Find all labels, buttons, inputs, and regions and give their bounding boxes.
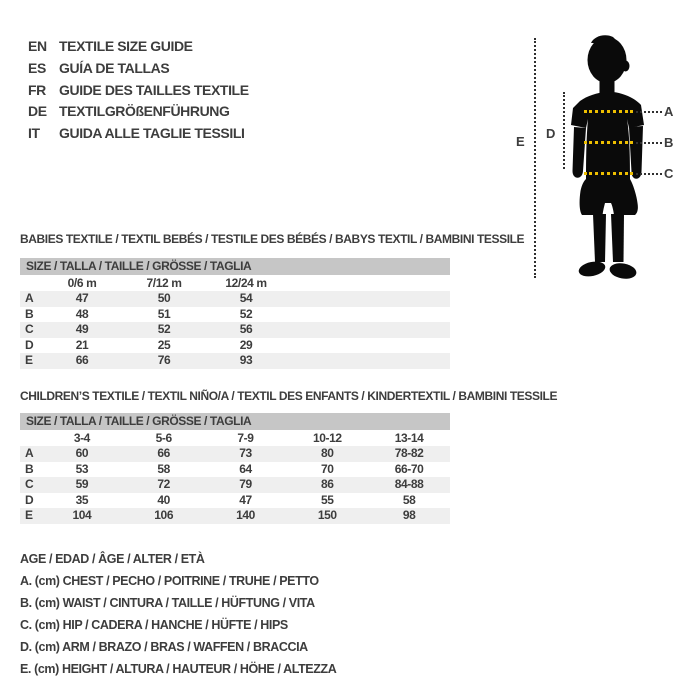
table-cell: 21 (75, 337, 89, 352)
table-cell: 58 (402, 492, 416, 507)
table-cell: 59 (75, 477, 89, 491)
measurement-legend (20, 548, 336, 680)
row-label: D (25, 492, 34, 507)
measure-label-chest: A (664, 104, 674, 119)
children-size-table (20, 430, 450, 524)
table-cell: 70 (321, 461, 334, 476)
chest-leader-line (636, 111, 662, 113)
filler-cell (287, 338, 450, 354)
measure-label-hip: C (664, 166, 674, 181)
lang-row-en (28, 36, 249, 58)
table-row (20, 508, 450, 524)
chest-measure-line (584, 110, 633, 113)
column-header: 5-6 (155, 431, 172, 445)
table-cell: 47 (75, 291, 89, 305)
legend-arm-line: D. (cm) ARM / BRAZO / BRAS / WAFFEN / BRACCIA (20, 640, 308, 654)
lang-title: GUIDA ALLE TAGLIE TESSILI (59, 125, 245, 142)
lang-row-fr (28, 80, 249, 102)
table-row (20, 446, 450, 462)
lang-code: IT (28, 125, 40, 142)
column-header: 0/6 m (67, 276, 97, 290)
row-label: D (25, 337, 34, 352)
waist-measure-line (584, 141, 633, 144)
lang-title: GUIDE DES TAILLES TEXTILE (59, 81, 249, 98)
lang-code: ES (28, 59, 46, 76)
table-row (20, 338, 450, 354)
table-row (20, 322, 450, 338)
lang-title: TEXTILE SIZE GUIDE (59, 38, 193, 54)
table-cell: 49 (75, 322, 89, 336)
table-cell: 76 (157, 353, 171, 367)
legend-height-line: E. (cm) HEIGHT / ALTURA / HAUTEUR / HÖHE / ALTEZZA (20, 662, 337, 676)
children-size-header-bar: SIZE / TALLA / TAILLE / GRÖSSE / TAGLIA (20, 413, 450, 430)
legend-hip-line: C. (cm) HIP / CADERA / HANCHE / HÜFTE / HIPS (20, 618, 288, 632)
table-cell: 53 (75, 461, 89, 476)
filler-cell (287, 322, 450, 338)
row-label: A (25, 446, 34, 460)
table-cell: 29 (239, 337, 253, 352)
column-header: 12/24 m (225, 276, 267, 290)
child-silhouette-image (561, 33, 665, 280)
lang-row-it (28, 123, 249, 145)
table-cell: 25 (157, 337, 171, 352)
lang-row-es (28, 58, 249, 80)
table-cell: 98 (402, 508, 416, 522)
table-cell: 52 (239, 306, 253, 321)
row-label: A (25, 291, 34, 305)
table-cell: 66-70 (394, 461, 424, 476)
table-cell: 80 (321, 446, 334, 460)
measure-label-arm: D (546, 126, 556, 141)
height-measure-line (534, 38, 536, 278)
table-cell: 60 (75, 446, 89, 460)
lang-code: DE (28, 103, 47, 120)
table-cell: 56 (239, 322, 253, 336)
table-row (20, 291, 450, 307)
row-label: E (25, 353, 33, 367)
table-cell: 64 (239, 461, 252, 476)
table-cell: 86 (321, 477, 334, 491)
filler-cell (287, 275, 450, 291)
row-label: C (25, 322, 34, 336)
table-cell: 66 (75, 353, 89, 367)
row-label: B (25, 461, 34, 476)
table-cell: 54 (239, 291, 253, 305)
legend-age-line: AGE / EDAD / ÂGE / ALTER / ETÀ (20, 552, 205, 566)
table-cell: 66 (157, 446, 170, 460)
legend-chest-line: A. (cm) CHEST / PECHO / POITRINE / TRUHE / PETTO (20, 574, 319, 588)
table-cell: 55 (321, 492, 334, 507)
column-header: 13-14 (394, 431, 424, 445)
column-header-row (20, 430, 450, 446)
table-cell: 140 (236, 508, 255, 522)
corner-cell (20, 430, 41, 446)
table-row (20, 462, 450, 478)
filler-cell (287, 307, 450, 323)
children-section-title: CHILDREN’S TEXTILE / TEXTIL NIÑO/A / TEXTIL DES ENFANTS / KINDERTEXTIL / BAMBINI TESSILE (20, 389, 558, 403)
table-cell: 73 (239, 446, 252, 460)
column-header: 10-12 (312, 431, 342, 445)
table-cell: 84-88 (394, 477, 424, 491)
measure-label-waist: B (664, 135, 674, 150)
row-label: C (25, 477, 34, 491)
table-cell: 72 (157, 477, 170, 491)
babies-size-section (20, 258, 450, 369)
column-header: 7/12 m (146, 276, 182, 290)
table-cell: 47 (239, 492, 252, 507)
table-row (20, 493, 450, 509)
table-cell: 79 (239, 477, 252, 491)
column-header: 3-4 (73, 431, 90, 445)
legend-waist-line: B. (cm) WAIST / CINTURA / TAILLE / HÜFTUNG / VITA (20, 596, 315, 610)
filler-cell (287, 291, 450, 307)
table-row (20, 477, 450, 493)
table-cell: 48 (75, 306, 89, 321)
table-cell: 51 (157, 306, 171, 321)
babies-size-header-bar: SIZE / TALLA / TAILLE / GRÖSSE / TAGLIA (20, 258, 450, 275)
column-header: 7-9 (237, 431, 254, 445)
lang-code: FR (28, 81, 46, 98)
table-cell: 106 (154, 508, 174, 522)
table-cell: 150 (317, 508, 337, 522)
waist-leader-line (636, 142, 662, 144)
babies-size-table (20, 275, 450, 369)
measure-label-height: E (516, 134, 525, 149)
corner-cell (20, 275, 41, 291)
table-row (20, 307, 450, 323)
babies-section-title: BABIES TEXTILE / TEXTIL BEBÉS / TESTILE DES BÉBÉS / BABYS TEXTIL / BAMBINI TESSILE (20, 232, 525, 246)
hip-leader-line (636, 173, 662, 175)
row-label: E (25, 508, 33, 522)
table-cell: 78-82 (394, 446, 424, 460)
lang-title: GUÍA DE TALLAS (59, 59, 170, 76)
table-cell: 58 (157, 461, 170, 476)
table-row (20, 353, 450, 369)
row-label: B (25, 306, 34, 321)
table-cell: 52 (157, 322, 171, 336)
column-header-row (20, 275, 450, 291)
table-cell: 50 (157, 291, 171, 305)
filler-cell (287, 353, 450, 369)
table-cell: 104 (72, 508, 92, 522)
table-cell: 35 (75, 492, 89, 507)
table-cell: 93 (239, 353, 253, 367)
language-title-list (28, 36, 249, 145)
lang-row-de (28, 101, 249, 123)
lang-title: TEXTILGRÖßENFÜHRUNG (59, 103, 230, 120)
table-cell: 40 (157, 492, 170, 507)
children-size-section (20, 413, 450, 524)
lang-code: EN (28, 38, 47, 54)
hip-measure-line (584, 172, 633, 175)
